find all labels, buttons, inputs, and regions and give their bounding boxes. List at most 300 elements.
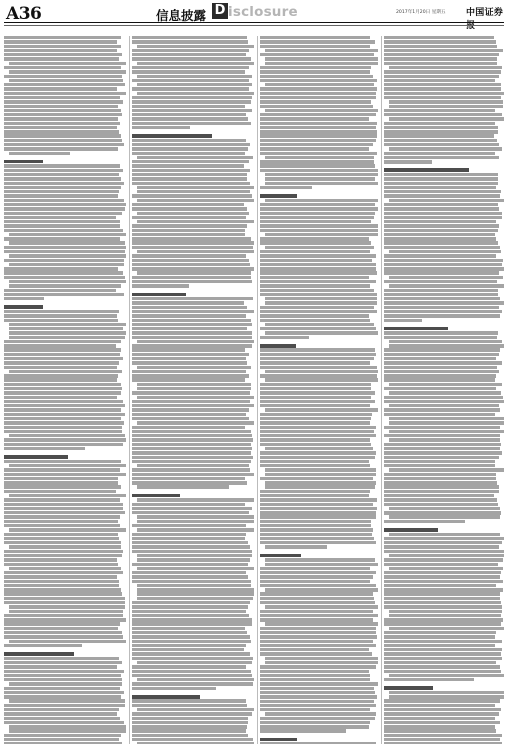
text-line xyxy=(132,571,246,574)
text-line xyxy=(4,742,122,744)
text-line xyxy=(4,169,123,172)
text-line xyxy=(260,220,371,223)
text-line xyxy=(4,477,118,480)
text-line xyxy=(260,725,369,728)
text-line xyxy=(132,473,254,476)
text-line xyxy=(384,661,496,664)
text-line xyxy=(384,729,496,732)
text-line xyxy=(260,53,374,56)
text-line xyxy=(132,49,249,52)
text-line xyxy=(384,87,501,90)
text-line xyxy=(4,665,117,668)
text-line xyxy=(265,331,378,334)
text-line xyxy=(384,152,495,155)
text-line xyxy=(4,182,124,185)
text-line xyxy=(132,460,251,463)
text-line xyxy=(389,383,503,386)
text-line xyxy=(4,404,125,407)
text-line xyxy=(260,306,374,309)
text-line xyxy=(9,528,126,531)
text-line xyxy=(132,404,254,407)
text-line xyxy=(260,652,372,655)
text-line xyxy=(384,635,495,638)
text-line xyxy=(4,357,123,360)
text-line xyxy=(265,62,378,65)
text-line xyxy=(132,413,246,416)
text-line xyxy=(132,113,246,116)
text-line xyxy=(260,152,377,155)
newspaper-logo: 中国证券报 xyxy=(466,8,504,31)
text-line xyxy=(9,79,123,82)
text-line xyxy=(265,177,376,180)
text-line xyxy=(4,267,118,270)
text-line xyxy=(132,374,249,377)
text-line xyxy=(4,490,116,493)
text-line xyxy=(132,657,253,660)
text-line xyxy=(389,404,500,407)
text-line xyxy=(4,36,121,39)
text-line xyxy=(260,92,376,95)
text-line xyxy=(137,592,254,595)
text-line xyxy=(132,361,247,364)
text-line xyxy=(384,699,500,702)
text-line xyxy=(132,665,246,668)
text-line xyxy=(4,584,119,587)
text-line xyxy=(260,627,376,630)
text-line xyxy=(260,254,376,257)
text-line xyxy=(260,130,377,133)
text-line xyxy=(4,558,117,561)
text-line xyxy=(384,588,503,591)
text-line xyxy=(384,237,496,240)
text-line xyxy=(132,618,252,621)
text-line xyxy=(132,336,252,339)
text-line xyxy=(4,391,121,394)
text-line xyxy=(132,357,246,360)
text-line xyxy=(132,575,248,578)
text-line xyxy=(260,169,378,172)
text-line xyxy=(384,485,499,488)
text-line xyxy=(260,229,378,232)
text-line xyxy=(132,203,244,206)
text-line xyxy=(132,456,253,459)
text-line xyxy=(389,468,504,471)
text-line xyxy=(4,421,124,424)
text-line xyxy=(4,199,124,202)
text-line xyxy=(260,284,370,287)
text-line xyxy=(384,113,502,116)
text-line xyxy=(260,237,369,240)
text-line xyxy=(4,237,120,240)
text-line xyxy=(265,481,376,484)
text-line xyxy=(384,109,495,112)
text-line xyxy=(260,353,376,356)
section-heading-line xyxy=(4,160,43,164)
text-line xyxy=(384,571,501,574)
text-line xyxy=(260,520,371,523)
text-line xyxy=(9,280,126,283)
text-line xyxy=(4,717,120,720)
text-line xyxy=(132,160,249,163)
text-line xyxy=(384,434,500,437)
text-line xyxy=(260,75,373,78)
text-line xyxy=(4,687,120,690)
text-line xyxy=(260,682,378,685)
text-line xyxy=(4,413,125,416)
text-line xyxy=(389,533,500,536)
text-line xyxy=(9,545,122,548)
text-line xyxy=(132,276,251,279)
text-line xyxy=(260,592,373,595)
text-line xyxy=(132,545,250,548)
text-line xyxy=(4,460,121,463)
text-line xyxy=(260,267,376,270)
text-line xyxy=(260,117,369,120)
text-line xyxy=(132,331,252,334)
text-line xyxy=(260,464,370,467)
text-line xyxy=(260,147,369,150)
article-columns xyxy=(4,36,504,744)
text-line xyxy=(4,216,116,219)
text-line xyxy=(4,580,119,583)
text-line xyxy=(132,648,244,651)
text-line xyxy=(137,498,254,501)
text-line xyxy=(132,280,252,283)
text-line xyxy=(384,271,499,274)
column-divider xyxy=(129,36,130,744)
text-line xyxy=(132,323,252,326)
text-line xyxy=(4,348,121,351)
text-line xyxy=(260,631,376,634)
text-line xyxy=(4,473,126,476)
text-line xyxy=(132,319,251,322)
text-line xyxy=(4,164,120,167)
text-line xyxy=(384,426,500,429)
text-line xyxy=(260,36,370,39)
text-line xyxy=(384,348,500,351)
text-line xyxy=(4,45,121,48)
text-line xyxy=(265,323,375,326)
text-line xyxy=(4,430,122,433)
text-line xyxy=(260,691,375,694)
text-line xyxy=(132,79,249,82)
text-line xyxy=(132,66,249,69)
text-line xyxy=(384,464,495,467)
text-line xyxy=(260,601,375,604)
text-line xyxy=(384,670,501,673)
text-line xyxy=(4,122,120,125)
text-line xyxy=(132,143,250,146)
text-line xyxy=(384,725,495,728)
text-line xyxy=(260,139,376,142)
text-line xyxy=(132,721,248,724)
text-line xyxy=(384,182,498,185)
text-line xyxy=(132,297,253,300)
text-line xyxy=(384,160,432,163)
text-line xyxy=(260,271,377,274)
text-line xyxy=(137,83,252,86)
text-line xyxy=(260,584,376,587)
text-line xyxy=(4,588,121,591)
text-line xyxy=(4,571,123,574)
text-line xyxy=(132,263,250,266)
text-line xyxy=(132,524,246,527)
text-line xyxy=(384,545,499,548)
text-line xyxy=(384,408,500,411)
text-line xyxy=(4,259,124,262)
text-line xyxy=(132,105,245,108)
text-line xyxy=(132,259,249,262)
text-line xyxy=(265,657,378,660)
text-line xyxy=(260,327,376,330)
text-line xyxy=(260,40,375,43)
text-line xyxy=(260,721,370,724)
text-line xyxy=(132,169,250,172)
text-line xyxy=(4,186,121,189)
text-line xyxy=(384,259,503,262)
text-line xyxy=(4,134,121,137)
text-line xyxy=(384,267,504,270)
text-line xyxy=(137,584,251,587)
text-line xyxy=(4,224,120,227)
text-line xyxy=(260,319,370,322)
text-line xyxy=(265,473,377,476)
text-line xyxy=(137,92,254,95)
text-line xyxy=(260,374,377,377)
text-line xyxy=(4,417,121,420)
text-line xyxy=(4,601,125,604)
text-line xyxy=(137,186,254,189)
text-line xyxy=(132,40,248,43)
text-line xyxy=(260,417,371,420)
text-line xyxy=(265,622,378,625)
text-line xyxy=(389,430,504,433)
text-line xyxy=(260,687,374,690)
text-line xyxy=(384,289,498,292)
text-line xyxy=(260,186,312,189)
text-line xyxy=(4,507,123,510)
text-line xyxy=(137,515,254,518)
text-line xyxy=(132,173,247,176)
text-line xyxy=(4,468,120,471)
text-line xyxy=(384,443,501,446)
text-line xyxy=(389,515,500,518)
text-line xyxy=(132,246,253,249)
text-line xyxy=(4,695,121,698)
text-line xyxy=(265,558,375,561)
text-line xyxy=(384,644,495,647)
text-line xyxy=(4,563,118,566)
text-line xyxy=(4,53,122,56)
text-line xyxy=(260,348,375,351)
text-line xyxy=(260,640,373,643)
text-line xyxy=(260,644,376,647)
text-line xyxy=(260,105,373,108)
text-line xyxy=(132,652,250,655)
text-line xyxy=(132,122,251,125)
text-line xyxy=(384,156,499,159)
text-line xyxy=(4,203,126,206)
text-line xyxy=(260,361,370,364)
section-heading-line xyxy=(260,194,297,198)
text-line xyxy=(137,520,254,523)
text-line xyxy=(384,224,499,227)
text-line xyxy=(265,182,378,185)
text-line xyxy=(384,378,495,381)
text-line xyxy=(132,704,247,707)
text-line xyxy=(132,738,253,741)
text-line xyxy=(384,203,498,206)
text-line xyxy=(137,212,249,215)
text-line xyxy=(260,597,374,600)
text-line xyxy=(132,717,248,720)
text-line xyxy=(132,391,250,394)
text-line xyxy=(132,370,246,373)
text-line xyxy=(4,537,119,540)
text-line xyxy=(389,199,504,202)
text-line xyxy=(132,426,245,429)
text-line xyxy=(9,331,126,334)
text-line xyxy=(9,725,126,728)
text-line xyxy=(132,267,254,270)
text-line xyxy=(4,271,123,274)
text-line xyxy=(260,503,373,506)
text-line xyxy=(9,263,124,266)
text-line xyxy=(384,575,500,578)
text-line xyxy=(4,533,118,536)
text-line xyxy=(132,537,245,540)
page-number: A36 xyxy=(6,4,42,24)
text-line xyxy=(260,430,374,433)
text-line xyxy=(260,678,370,681)
text-line xyxy=(137,528,254,531)
section-heading-line xyxy=(260,554,301,558)
text-line xyxy=(384,640,502,643)
text-line xyxy=(384,550,504,553)
text-line xyxy=(137,366,251,369)
text-line xyxy=(4,310,119,313)
text-line xyxy=(389,117,504,120)
text-line xyxy=(260,460,369,463)
text-line xyxy=(4,366,117,369)
text-line xyxy=(384,357,496,360)
text-line xyxy=(260,293,377,296)
text-line xyxy=(260,87,377,90)
text-line xyxy=(384,122,495,125)
text-line xyxy=(384,648,502,651)
text-line xyxy=(4,485,121,488)
text-line xyxy=(260,515,376,518)
text-line xyxy=(4,704,125,707)
text-line xyxy=(384,79,495,82)
text-line xyxy=(132,644,246,647)
text-line xyxy=(384,580,503,583)
text-line xyxy=(260,336,309,339)
text-line xyxy=(4,190,119,193)
text-line xyxy=(265,49,378,52)
text-line xyxy=(4,378,117,381)
text-line xyxy=(384,361,502,364)
text-line xyxy=(260,122,377,125)
text-line xyxy=(132,306,247,309)
text-line xyxy=(260,477,373,480)
text-line xyxy=(4,575,117,578)
text-line xyxy=(132,674,252,677)
text-line xyxy=(132,477,245,480)
text-line xyxy=(132,729,246,732)
text-line xyxy=(9,494,126,497)
text-line xyxy=(132,622,252,625)
text-line xyxy=(4,139,122,142)
text-line xyxy=(4,147,118,150)
text-line xyxy=(132,507,252,510)
text-line xyxy=(265,57,378,60)
text-line xyxy=(4,408,121,411)
text-line xyxy=(260,289,374,292)
text-line xyxy=(9,336,125,339)
text-line xyxy=(132,682,253,685)
text-line xyxy=(384,374,496,377)
text-line xyxy=(4,674,121,677)
publication-date: 2017年1月20日 星期五 xyxy=(396,10,446,15)
text-line xyxy=(384,92,504,95)
text-line xyxy=(4,661,122,664)
text-line xyxy=(384,477,496,480)
text-line xyxy=(4,734,121,737)
text-line xyxy=(384,246,500,249)
text-line xyxy=(260,70,370,73)
text-line xyxy=(384,473,496,476)
text-line xyxy=(260,708,370,711)
text-line xyxy=(9,434,126,437)
text-line xyxy=(260,79,377,82)
text-line xyxy=(260,494,369,497)
text-line xyxy=(260,134,377,137)
text-line xyxy=(384,387,496,390)
text-line xyxy=(260,438,370,441)
text-line xyxy=(4,644,82,647)
text-line xyxy=(384,40,496,43)
text-line xyxy=(384,366,497,369)
text-line xyxy=(389,344,504,347)
text-line xyxy=(260,614,378,617)
text-line xyxy=(260,717,375,720)
text-line xyxy=(132,511,249,514)
text-line xyxy=(384,186,496,189)
text-line xyxy=(4,57,119,60)
text-line xyxy=(137,558,250,561)
text-line xyxy=(260,511,376,514)
text-line xyxy=(389,250,501,253)
text-line xyxy=(4,447,85,450)
text-line xyxy=(260,665,376,668)
text-line xyxy=(9,567,122,570)
text-line xyxy=(260,413,372,416)
text-line xyxy=(4,49,117,52)
text-line xyxy=(384,511,501,514)
text-line xyxy=(389,614,501,617)
section-heading-line xyxy=(384,686,433,690)
text-line xyxy=(132,605,248,608)
text-line xyxy=(132,314,246,317)
text-line xyxy=(389,627,504,630)
text-line xyxy=(132,699,246,702)
text-line xyxy=(260,241,371,244)
text-line xyxy=(389,610,502,613)
text-line xyxy=(384,53,499,56)
text-line xyxy=(132,712,252,715)
text-line xyxy=(132,233,245,236)
